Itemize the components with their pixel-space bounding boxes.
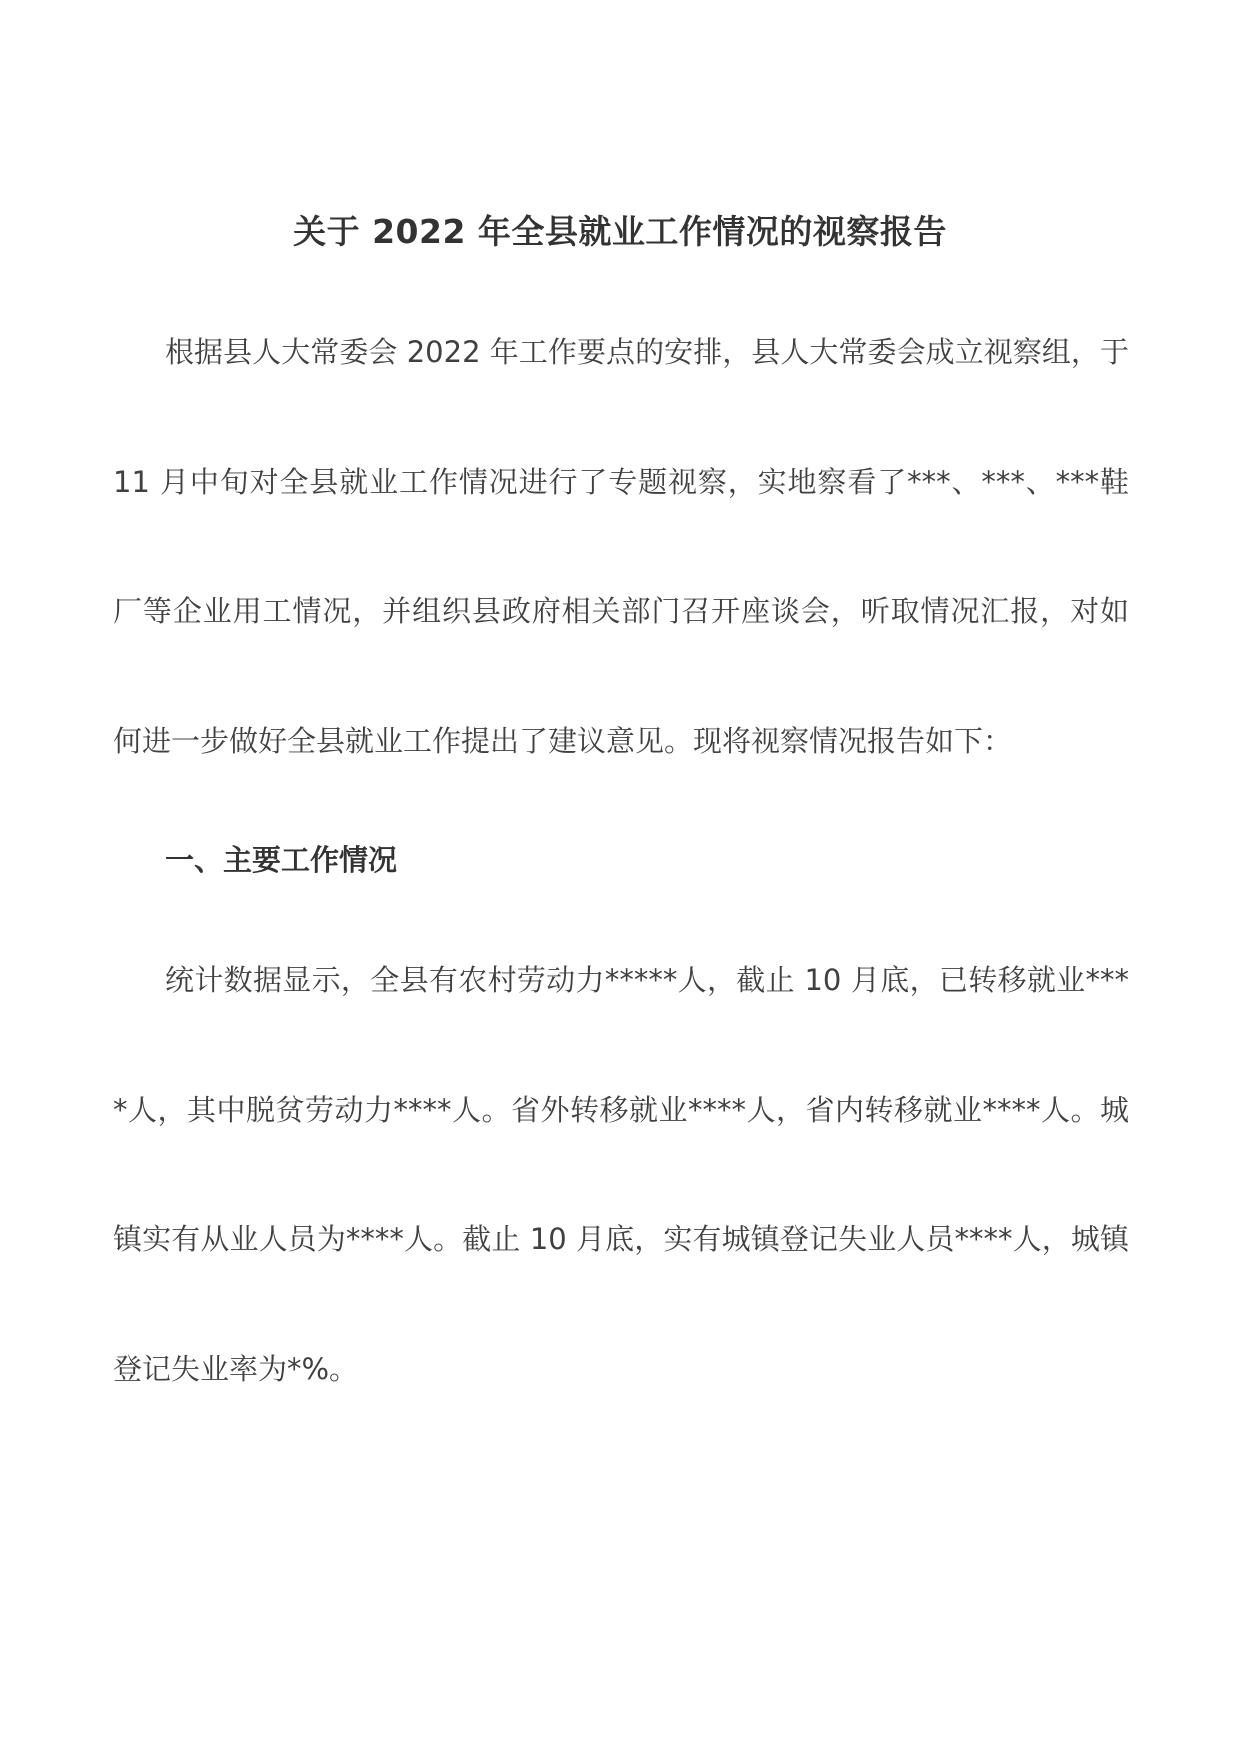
paragraph1-line-3: 厂等企业用工情况，并组织县政府相关部门召开座谈会，听取情况汇报，对如 bbox=[113, 594, 1129, 628]
paragraph2-line-1: 统计数据显示，全县有农村劳动力*****人，截止 10 月底，已转移就业*** bbox=[165, 963, 1129, 997]
paragraph1-line-4: 何进一步做好全县就业工作提出了建议意见。现将视察情况报告如下： bbox=[113, 724, 1013, 758]
paragraph2-line-3: 镇实有从业人员为****人。截止 10 月底，实有城镇登记失业人员****人，城镇 bbox=[113, 1222, 1129, 1256]
paragraph1-line-2: 11 月中旬对全县就业工作情况进行了专题视察，实地察看了***、***、***鞋 bbox=[113, 465, 1129, 499]
paragraph1-line-1: 根据县人大常委会 2022 年工作要点的安排，县人大常委会成立视察组，于 bbox=[165, 335, 1129, 369]
section-heading-main-work: 一、主要工作情况 bbox=[165, 843, 398, 877]
paragraph2-line-2: *人，其中脱贫劳动力****人。省外转移就业****人，省内转移就业****人。城 bbox=[113, 1093, 1129, 1127]
paragraph2-line-4: 登记失业率为*%。 bbox=[113, 1352, 359, 1386]
document-title: 关于 2022 年全县就业工作情况的视察报告 bbox=[293, 212, 947, 251]
